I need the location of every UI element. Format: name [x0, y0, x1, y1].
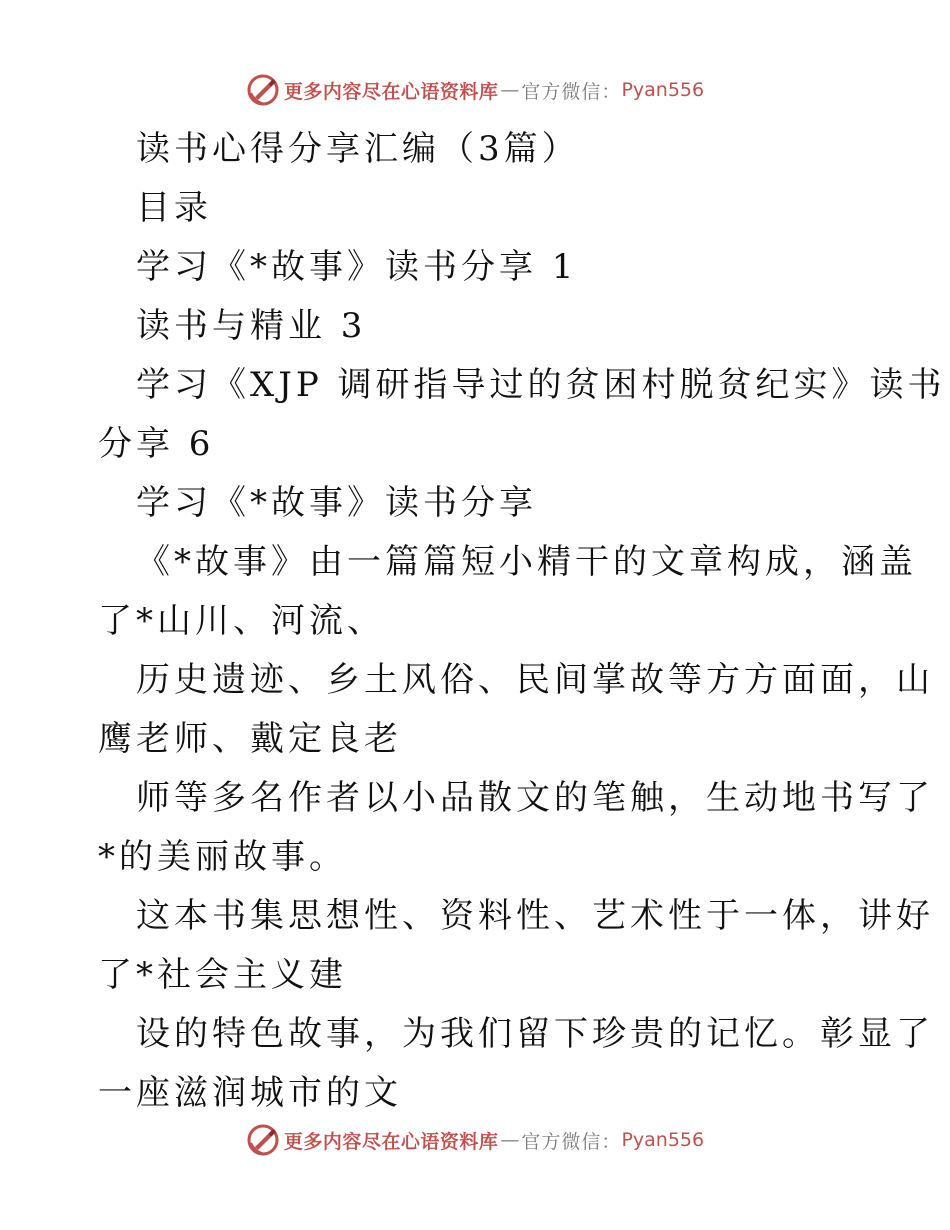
text-line: 分享 6: [98, 424, 215, 464]
pen-logo-icon: [246, 73, 280, 107]
text-line: 学习《*故事》读书分享 1: [136, 247, 578, 287]
banner-site-text: 更多内容尽在心语资料库: [283, 1130, 499, 1153]
banner-dash: —: [500, 79, 520, 101]
banner-wechat-id: Pyan556: [621, 1129, 705, 1151]
text-line: 学习《XJP 调研指导过的贫困村脱贫纪实》读书: [136, 365, 946, 405]
banner-site-text: 更多内容尽在心语资料库: [283, 80, 499, 103]
text-line: 目录: [136, 188, 212, 228]
pen-logo-icon: [246, 1123, 280, 1157]
text-line: 历史遗迹、乡土风俗、民间掌故等方方面面，山: [136, 660, 934, 700]
text-line: 《*故事》由一篇篇短小精干的文章构成，涵盖: [136, 542, 917, 582]
text-line: 师等多名作者以小品散文的笔触，生动地书写了: [136, 778, 934, 818]
document-body: [98, 120, 946, 1123]
text-line: 读书与精业 3: [136, 306, 367, 346]
banner-wechat-label: 官方微信：: [521, 1130, 622, 1153]
text-line: 设的特色故事，为我们留下珍贵的记忆。彰显了: [136, 1014, 934, 1054]
banner-wechat-id: Pyan556: [621, 79, 705, 101]
text-line: 读书心得分享汇编（3篇）: [136, 129, 580, 169]
banner-wechat-label: 官方微信：: [521, 80, 622, 103]
header-banner: [0, 70, 950, 110]
text-line: 这本书集思想性、资料性、艺术性于一体，讲好: [136, 896, 934, 936]
text-line: 了*山川、河流、: [98, 601, 385, 641]
text-line: 鹰老师、戴定良老: [98, 719, 402, 759]
text-line: 学习《*故事》读书分享: [136, 483, 537, 523]
footer-banner: [0, 1120, 950, 1160]
text-line: 了*社会主义建: [98, 955, 347, 995]
text-line: 一座滋润城市的文: [98, 1073, 402, 1113]
text-line: *的美丽故事。: [98, 837, 347, 877]
banner-dash: —: [500, 1129, 520, 1151]
